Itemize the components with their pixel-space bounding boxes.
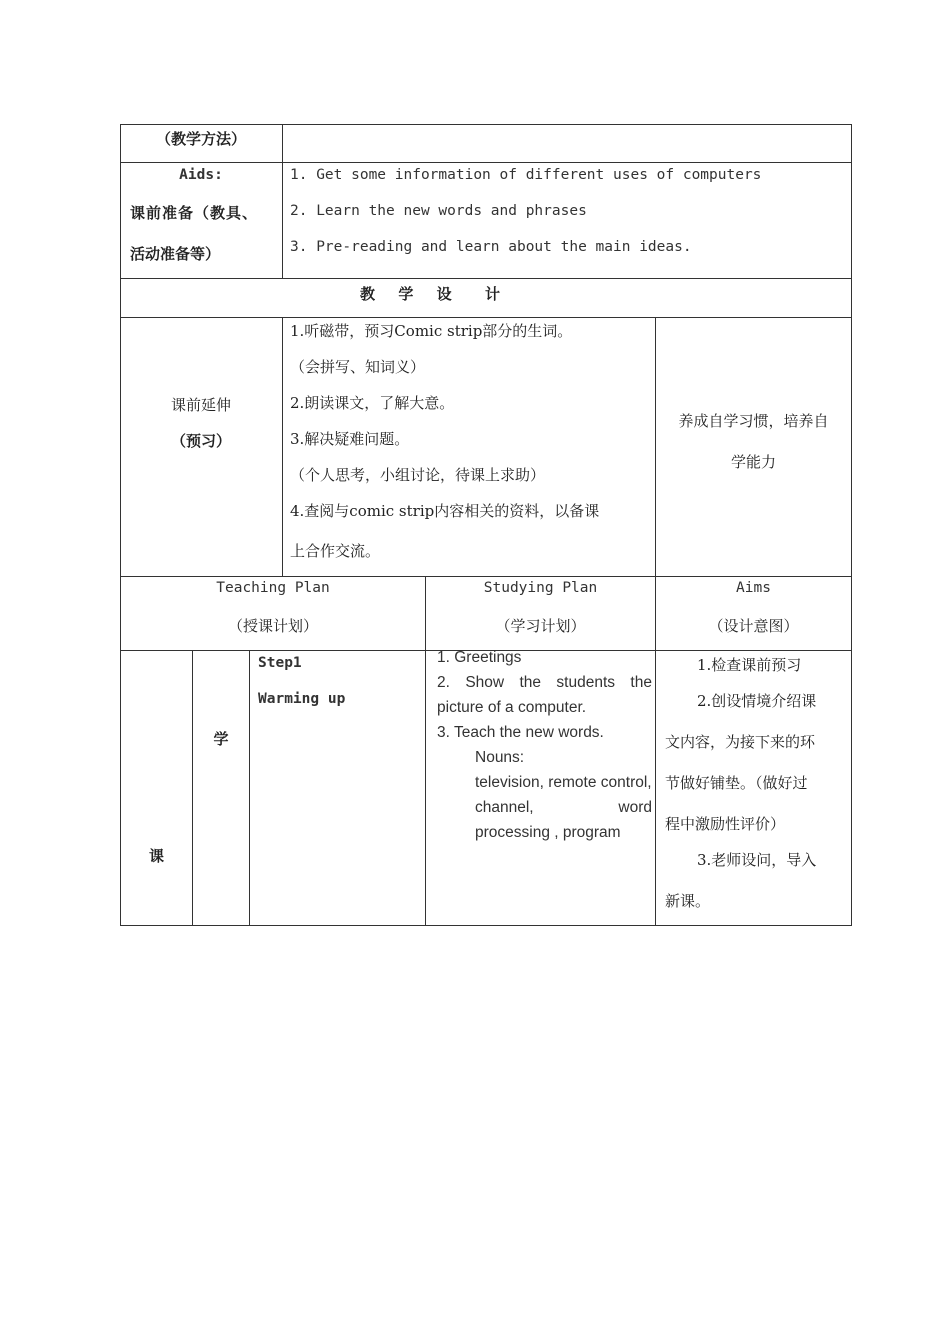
lesson-col-label: 课 bbox=[148, 847, 164, 865]
studying-word: the bbox=[519, 674, 542, 691]
step-subtitle: Warming up bbox=[258, 691, 346, 707]
lesson-aims-content bbox=[665, 654, 845, 926]
aim-line: 1.检查课前预习 bbox=[697, 656, 802, 674]
studying-plan-header: Studying Plan bbox=[483, 580, 598, 596]
preview-line: 4.查阅与comic strip内容相关的资料，以备课 bbox=[290, 502, 600, 520]
preview-line: （会拼写、知词义） bbox=[290, 358, 426, 376]
preview-line: 2.朗读课文，了解大意。 bbox=[290, 394, 455, 412]
preview-content bbox=[290, 320, 652, 576]
preview-aim: 养成自学习惯，培养自 bbox=[678, 412, 829, 430]
studying-word: 2. bbox=[437, 674, 450, 691]
studying-word: word bbox=[618, 799, 652, 816]
preview-line: 1.听磁带，预习Comic strip部分的生词。 bbox=[290, 322, 573, 340]
preview-aim-2: 学能力 bbox=[730, 453, 776, 471]
design-header-char: 计 bbox=[484, 285, 500, 303]
aim-line: 文内容，为接下来的环 bbox=[665, 733, 816, 751]
design-header-char: 教 bbox=[360, 285, 376, 303]
step-title: Step1 bbox=[258, 655, 302, 671]
aids-label-en: Aids: bbox=[179, 167, 223, 183]
preview-line: 3.解决疑难问题。 bbox=[290, 430, 410, 448]
aims-header-cn: （设计意图） bbox=[708, 617, 799, 635]
preview-label-sub: （预习） bbox=[170, 432, 231, 450]
studying-word: students bbox=[556, 674, 616, 691]
studying-line: 3. Teach the new words. bbox=[437, 724, 604, 741]
studying-word: channel, bbox=[475, 799, 534, 816]
grid-line bbox=[120, 576, 852, 577]
studying-line bbox=[437, 674, 652, 699]
aids-item: 3. Pre-reading and learn about the main ideas. bbox=[290, 239, 692, 255]
studying-line: television, remote control, bbox=[475, 774, 652, 791]
studying-line: 1. Greetings bbox=[437, 649, 522, 666]
studying-line: Nouns: bbox=[475, 749, 525, 766]
grid-line bbox=[120, 278, 852, 279]
teaching-plan-header-cn: （授课计划） bbox=[227, 617, 318, 635]
learning-col-label: 学 bbox=[213, 730, 229, 748]
methods-label: （教学方法） bbox=[155, 130, 246, 148]
studying-line: processing , program bbox=[475, 824, 621, 841]
aids-label-cn-2: 活动准备等） bbox=[130, 245, 221, 263]
design-header-char: 设 bbox=[436, 285, 452, 303]
grid-line bbox=[282, 124, 283, 278]
grid-line bbox=[249, 650, 250, 925]
teaching-plan-header: Teaching Plan bbox=[216, 580, 330, 596]
grid-line bbox=[192, 650, 193, 925]
studying-word: Show bbox=[465, 674, 505, 691]
studying-line: picture of a computer. bbox=[437, 699, 587, 716]
aids-item: 1. Get some information of different uses of computers bbox=[290, 167, 762, 183]
aids-item: 2. Learn the new words and phrases bbox=[290, 203, 587, 219]
aim-line: 程中激励性评价） bbox=[665, 815, 786, 833]
studying-word: the bbox=[630, 674, 652, 691]
design-header bbox=[360, 283, 500, 304]
aim-line: 节做好铺垫。（做好过 bbox=[665, 774, 808, 792]
studying-line bbox=[437, 799, 652, 824]
aim-line: 2.创设情境介绍课 bbox=[697, 692, 817, 710]
grid-line bbox=[282, 317, 283, 576]
studying-plan-content bbox=[437, 649, 652, 849]
preview-label: 课前延伸 bbox=[170, 396, 231, 414]
grid-line bbox=[851, 124, 852, 925]
aim-line: 3.老师设问，导入 bbox=[697, 851, 817, 869]
design-header-char: 学 bbox=[398, 285, 414, 303]
aids-label-cn: 课前准备（教具、 bbox=[130, 204, 259, 222]
grid-line bbox=[120, 317, 852, 318]
preview-line: （个人思考，小组讨论，待课上求助） bbox=[290, 466, 546, 484]
preview-line: 上合作交流。 bbox=[290, 542, 381, 560]
grid-line bbox=[120, 124, 121, 925]
grid-line bbox=[120, 124, 852, 125]
grid-line bbox=[120, 162, 852, 163]
aims-header: Aims bbox=[736, 580, 771, 596]
studying-plan-header-cn: （学习计划） bbox=[495, 617, 586, 635]
aim-line: 新课。 bbox=[665, 892, 711, 910]
